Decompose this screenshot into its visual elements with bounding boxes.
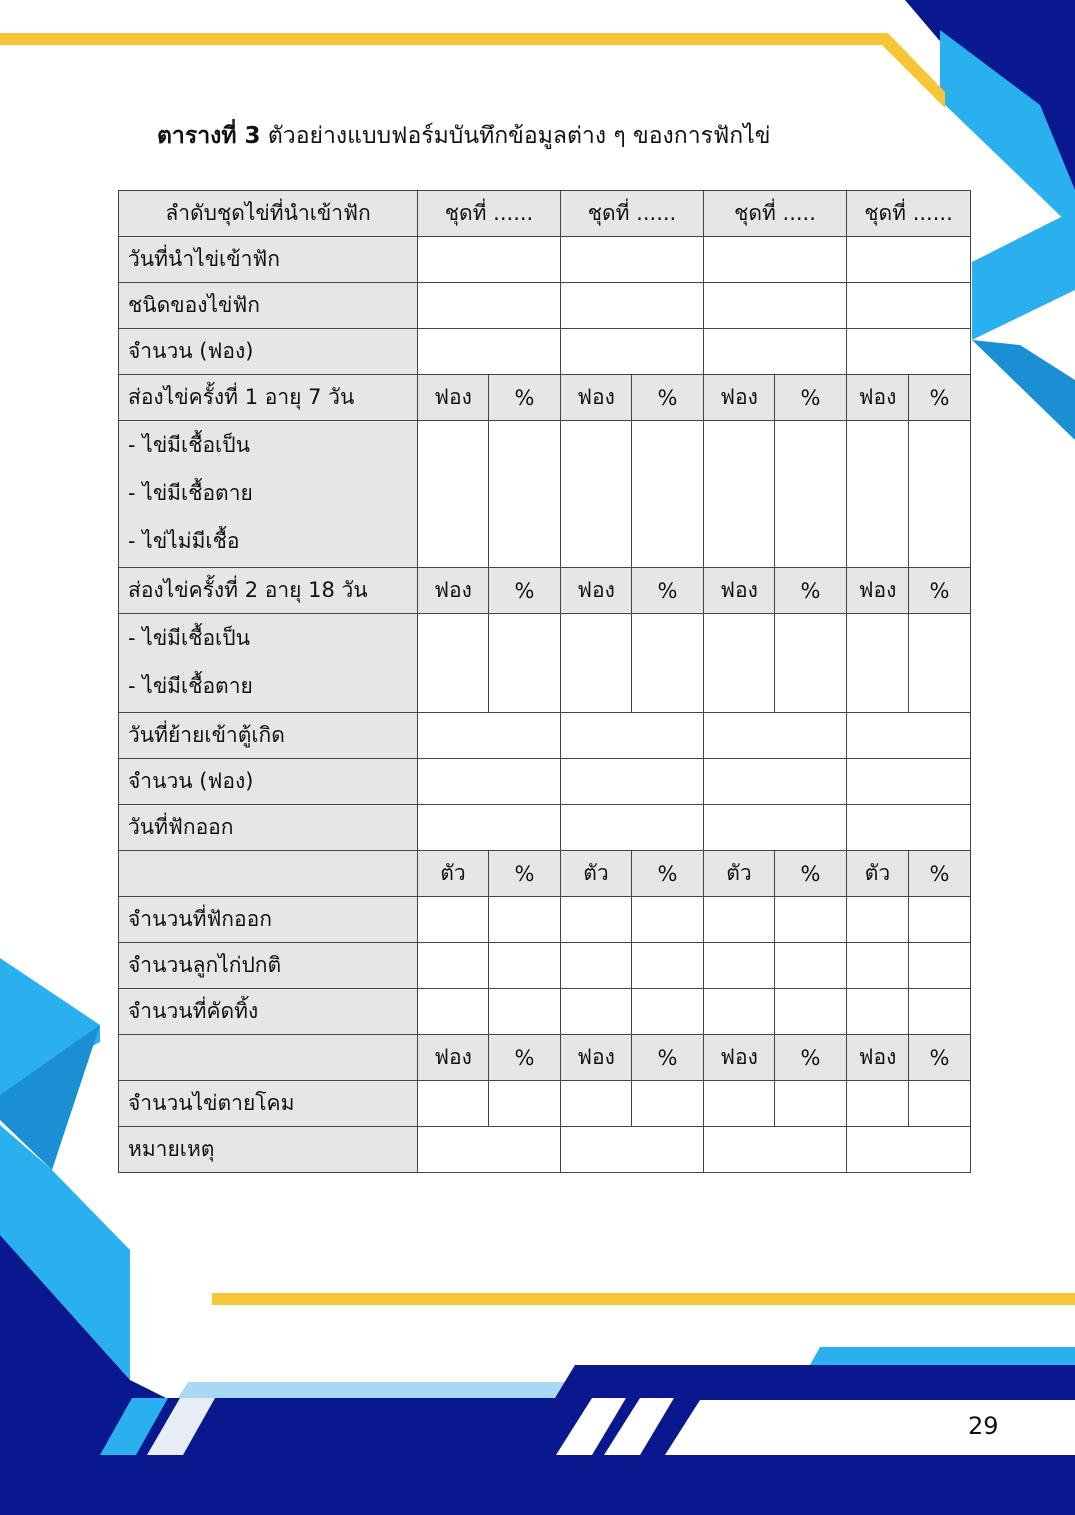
blank-cell [561, 237, 704, 283]
row-label: จำนวนไข่ตายโคม [119, 1081, 418, 1127]
unit-egg: ฟอง [847, 375, 909, 421]
blank-cell [775, 943, 847, 989]
blank-cell [775, 1081, 847, 1127]
blank-cell [909, 614, 971, 713]
blank-cell [561, 283, 704, 329]
blank-cell [489, 989, 561, 1035]
blank-cell [704, 237, 847, 283]
blank-cell [704, 897, 775, 943]
table-row [119, 805, 971, 851]
blank-cell [418, 1081, 489, 1127]
unit-egg: ฟอง [847, 1035, 909, 1081]
header-row [119, 191, 971, 237]
unit-percent: % [775, 568, 847, 614]
unit-percent: % [909, 568, 971, 614]
blank-cell [847, 805, 971, 851]
unit-egg: ฟอง [561, 568, 632, 614]
blank-cell [489, 897, 561, 943]
blank-cell [847, 897, 909, 943]
unit-percent: % [632, 375, 704, 421]
blank-cell [418, 1127, 561, 1173]
unit-egg: ฟอง [418, 1035, 489, 1081]
unit-percent: % [632, 568, 704, 614]
list-item: - ไข่ไม่มีเชื้อ [128, 529, 240, 553]
row-label: จำนวนที่ฟักออก [119, 897, 418, 943]
blank-cell [489, 614, 561, 713]
blank-cell [632, 897, 704, 943]
blank-cell [704, 805, 847, 851]
right-blue-ribbon-1 [972, 210, 1075, 340]
unit-bird: ตัว [561, 851, 632, 897]
unit-percent: % [775, 375, 847, 421]
blank-cell [704, 421, 775, 568]
blank-cell [418, 283, 561, 329]
blank-cell [847, 237, 971, 283]
blank-cell [847, 421, 909, 568]
blank-cell [489, 421, 561, 568]
unit-percent: % [489, 375, 561, 421]
unit-percent: % [489, 851, 561, 897]
unit-egg: ฟอง [561, 1035, 632, 1081]
table-row [119, 943, 971, 989]
blank-cell [847, 943, 909, 989]
table-row [119, 759, 971, 805]
unit-percent: % [489, 1035, 561, 1081]
blank-cell [418, 759, 561, 805]
unit-bird: ตัว [704, 851, 775, 897]
blank-cell [775, 989, 847, 1035]
blank-cell [561, 1081, 632, 1127]
unit-percent: % [909, 851, 971, 897]
blank-cell [704, 283, 847, 329]
blank-cell [561, 421, 632, 568]
table-row [119, 897, 971, 943]
row-label: ส่องไข่ครั้งที่ 2 อายุ 18 วัน [119, 568, 418, 614]
row-label: ส่องไข่ครั้งที่ 1 อายุ 7 วัน [119, 375, 418, 421]
table-row [119, 329, 971, 375]
unit-egg: ฟอง [561, 375, 632, 421]
blank-cell [704, 1081, 775, 1127]
set-header: ชุดที่ ...... [847, 191, 971, 237]
set-header: ชุดที่ ...... [561, 191, 704, 237]
blank-cell [847, 759, 971, 805]
table-row [119, 237, 971, 283]
unit-bird: ตัว [418, 851, 489, 897]
blank-cell [704, 989, 775, 1035]
row-label: จำนวน (ฟอง) [119, 329, 418, 375]
blank-cell [847, 614, 909, 713]
blank-cell [561, 943, 632, 989]
blank-cell [775, 897, 847, 943]
unit-percent: % [775, 1035, 847, 1081]
blank-cell [418, 897, 489, 943]
blank-cell [561, 805, 704, 851]
table-row [119, 1035, 971, 1081]
unit-egg: ฟอง [704, 375, 775, 421]
blank-cell [704, 759, 847, 805]
row-label: จำนวนลูกไก่ปกติ [119, 943, 418, 989]
blank-cell [561, 1127, 704, 1173]
set-header: ชุดที่ ..... [704, 191, 847, 237]
unit-percent: % [775, 851, 847, 897]
blank-cell [418, 237, 561, 283]
table-row [119, 1127, 971, 1173]
blank-cell [775, 421, 847, 568]
table-row [119, 713, 971, 759]
row-label: วันที่ฟักออก [119, 805, 418, 851]
page-number: 29 [968, 1412, 999, 1440]
blank-cell [909, 897, 971, 943]
blank-cell [418, 713, 561, 759]
list-item: - ไข่มีเชื้อเป็น [128, 433, 250, 457]
candle1-items [119, 421, 418, 568]
blank-cell [632, 1081, 704, 1127]
blank-cell [561, 897, 632, 943]
blank-label-cell [119, 851, 418, 897]
blank-cell [418, 805, 561, 851]
table-caption [157, 118, 771, 154]
blank-cell [847, 329, 971, 375]
unit-percent: % [489, 568, 561, 614]
caption-label: ตารางที่ 3 [157, 123, 261, 149]
blank-cell [489, 1081, 561, 1127]
bottom-light-blue-stripe [178, 1382, 565, 1398]
unit-egg: ฟอง [847, 568, 909, 614]
table-row [119, 283, 971, 329]
blank-cell [775, 614, 847, 713]
list-item: - ไข่มีเชื้อตาย [128, 674, 253, 698]
blank-cell [847, 989, 909, 1035]
bottom-yellow-line [212, 1293, 1075, 1305]
unit-egg: ฟอง [418, 568, 489, 614]
row-label: หมายเหตุ [119, 1127, 418, 1173]
table-row [119, 421, 971, 568]
blank-cell [418, 421, 489, 568]
blank-cell [847, 713, 971, 759]
bottom-blue-stripe [810, 1347, 1075, 1365]
table-row [119, 375, 971, 421]
set-header: ชุดที่ ...... [418, 191, 561, 237]
blank-cell [489, 943, 561, 989]
blank-cell [847, 1127, 971, 1173]
blank-cell [632, 614, 704, 713]
row-label: จำนวน (ฟอง) [119, 759, 418, 805]
blank-cell [909, 989, 971, 1035]
caption-text: ตัวอย่างแบบฟอร์มบันทึกข้อมูลต่าง ๆ ของการฟักไข่ [267, 123, 771, 149]
blank-cell [909, 943, 971, 989]
blank-cell [847, 1081, 909, 1127]
unit-percent: % [632, 851, 704, 897]
blank-cell [561, 614, 632, 713]
table-row [119, 989, 971, 1035]
unit-egg: ฟอง [418, 375, 489, 421]
blank-cell [561, 759, 704, 805]
right-blue-ribbon-2 [972, 340, 1075, 440]
header-label: ลำดับชุดไข่ที่นำเข้าฟัก [119, 191, 418, 237]
blank-cell [909, 421, 971, 568]
unit-bird: ตัว [847, 851, 909, 897]
list-item: - ไข่มีเชื้อตาย [128, 481, 253, 505]
blank-cell [632, 943, 704, 989]
blank-cell [909, 1081, 971, 1127]
egg-incubation-record-form [118, 190, 971, 1173]
blank-cell [418, 614, 489, 713]
blank-cell [704, 943, 775, 989]
unit-percent: % [632, 1035, 704, 1081]
table-row [119, 568, 971, 614]
blank-cell [632, 421, 704, 568]
blank-cell [418, 329, 561, 375]
list-item: - ไข่มีเชื้อเป็น [128, 626, 250, 650]
blank-cell [704, 1127, 847, 1173]
table-row [119, 614, 971, 713]
unit-egg: ฟอง [704, 568, 775, 614]
unit-percent: % [909, 1035, 971, 1081]
row-label: ชนิดของไข่ฟัก [119, 283, 418, 329]
blank-cell [704, 614, 775, 713]
blank-cell [632, 989, 704, 1035]
blank-cell [561, 713, 704, 759]
unit-percent: % [909, 375, 971, 421]
candle2-items [119, 614, 418, 713]
row-label: วันที่นำไข่เข้าฟัก [119, 237, 418, 283]
blank-cell [418, 989, 489, 1035]
table-row [119, 1081, 971, 1127]
blank-cell [561, 989, 632, 1035]
row-label: จำนวนที่คัดทิ้ง [119, 989, 418, 1035]
row-label: วันที่ย้ายเข้าตู้เกิด [119, 713, 418, 759]
blank-cell [847, 283, 971, 329]
blank-label-cell [119, 1035, 418, 1081]
blank-cell [418, 943, 489, 989]
table-row [119, 851, 971, 897]
blank-cell [561, 329, 704, 375]
blank-cell [704, 329, 847, 375]
top-yellow-line [0, 33, 945, 108]
unit-egg: ฟอง [704, 1035, 775, 1081]
blank-cell [704, 713, 847, 759]
bottom-white-panel [665, 1400, 1075, 1455]
